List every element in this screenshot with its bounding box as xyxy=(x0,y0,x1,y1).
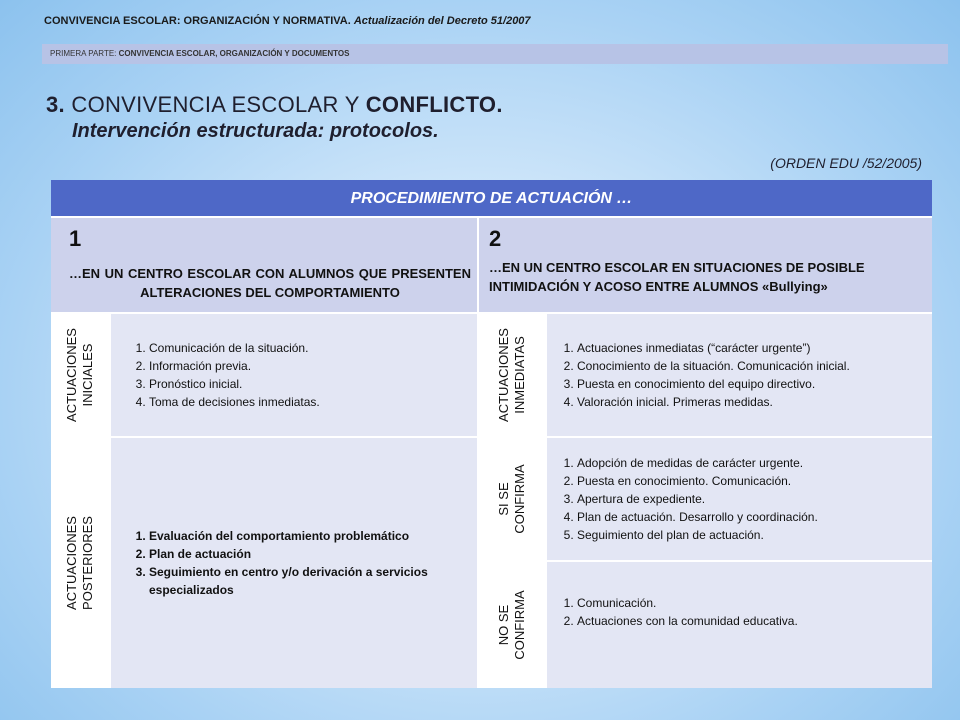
label-line: ACTUACIONES xyxy=(64,328,79,422)
list-item: 1. Comunicación de la situación. xyxy=(149,339,320,357)
label-line: ACTUACIONES xyxy=(496,328,511,422)
list-item: 4. Plan de actuación. Desarrollo y coordinación. xyxy=(577,508,818,526)
title-bold: CONFLICTO. xyxy=(365,92,503,117)
label-line: ACTUACIONES xyxy=(64,516,79,610)
procedure-header: PROCEDIMIENTO DE ACTUACIÓN … xyxy=(51,180,932,218)
list-item: 1. Evaluación del comportamiento problemático xyxy=(149,527,471,545)
list-item: 2. Actuaciones con la comunidad educativa. xyxy=(577,612,798,630)
label-line: CONFIRMA xyxy=(512,590,527,660)
actuaciones-iniciales-list xyxy=(121,339,320,411)
row-label-actuaciones-iniciales xyxy=(51,314,111,438)
page-subtitle: Intervención estructurada: protocolos. xyxy=(72,120,439,142)
section-text: CONVIVENCIA ESCOLAR, ORGANIZACIÓN Y DOCUMENTOS xyxy=(118,49,350,58)
orden-reference: (ORDEN EDU /52/2005) xyxy=(770,155,922,171)
no-se-confirma-list xyxy=(549,594,798,630)
list-item: 4. Valoración inicial. Primeras medidas. xyxy=(577,393,850,411)
label-line: CONFIRMA xyxy=(512,464,527,534)
title-normal: CONVIVENCIA ESCOLAR Y xyxy=(71,92,360,117)
actuaciones-posteriores-list xyxy=(121,527,471,599)
label-line: INMEDIATAS xyxy=(512,336,527,414)
list-item: 2. Información previa. xyxy=(149,357,320,375)
procedure-table xyxy=(51,180,932,688)
label-line: SI SE xyxy=(496,482,511,516)
column-1-header xyxy=(51,218,479,314)
actuaciones-iniciales-content xyxy=(111,314,479,438)
list-item: 3. Seguimiento en centro y/o derivación a servicios especializados xyxy=(149,563,471,599)
list-item: 2. Plan de actuación xyxy=(149,545,471,563)
row-label-si-se-confirma xyxy=(479,438,547,562)
column-1-number: 1 xyxy=(69,226,82,251)
row-label-actuaciones-posteriores xyxy=(51,438,111,688)
row-label-no-se-confirma xyxy=(479,562,547,688)
page-title xyxy=(46,92,503,118)
list-item: 3. Pronóstico inicial. xyxy=(149,375,320,393)
list-item: 2. Conocimiento de la situación. Comunicación inicial. xyxy=(577,357,850,375)
list-item: 5. Seguimiento del plan de actuación. xyxy=(577,526,818,544)
label-line: NO SE xyxy=(496,604,511,646)
list-item: 4. Toma de decisiones inmediatas. xyxy=(149,393,320,411)
column-2-text: …EN UN CENTRO ESCOLAR EN SITUACIONES DE POSIBLE INTIMIDACIÓN Y ACOSO ENTRE ALUMNOS «Bullying» xyxy=(489,260,865,294)
section-prefix: PRIMERA PARTE: xyxy=(50,49,117,58)
no-se-confirma-content xyxy=(547,562,932,688)
list-item: 3. Puesta en conocimiento del equipo directivo. xyxy=(577,375,850,393)
row-label-actuaciones-inmediatas xyxy=(479,314,547,438)
list-item: 1. Adopción de medidas de carácter urgente. xyxy=(577,454,818,472)
actuaciones-posteriores-content xyxy=(111,438,479,688)
header-title-italic: Actualización del Decreto 51/2007 xyxy=(353,15,531,27)
actuaciones-inmediatas-content xyxy=(547,314,932,438)
si-se-confirma-list xyxy=(549,454,818,544)
list-item: 3. Apertura de expediente. xyxy=(577,490,818,508)
section-bar xyxy=(42,44,948,64)
list-item: 1. Comunicación. xyxy=(577,594,798,612)
list-item: 1. Actuaciones inmediatas (“carácter urgente”) xyxy=(577,339,850,357)
list-item: 2. Puesta en conocimiento. Comunicación. xyxy=(577,472,818,490)
column-2-header xyxy=(479,218,932,314)
label-line: POSTERIORES xyxy=(80,516,95,610)
title-number: 3. xyxy=(46,92,65,117)
header-title: CONVIVENCIA ESCOLAR: ORGANIZACIÓN Y NORMATIVA. xyxy=(44,15,351,27)
document-header xyxy=(44,15,531,27)
column-2-number: 2 xyxy=(489,226,502,251)
actuaciones-inmediatas-list xyxy=(549,339,850,411)
label-line: INICIALES xyxy=(80,343,95,407)
si-se-confirma-content xyxy=(547,438,932,562)
column-1-text: …EN UN CENTRO ESCOLAR CON ALUMNOS QUE PRESENTEN ALTERACIONES DEL COMPORTAMIENTO xyxy=(69,266,471,300)
